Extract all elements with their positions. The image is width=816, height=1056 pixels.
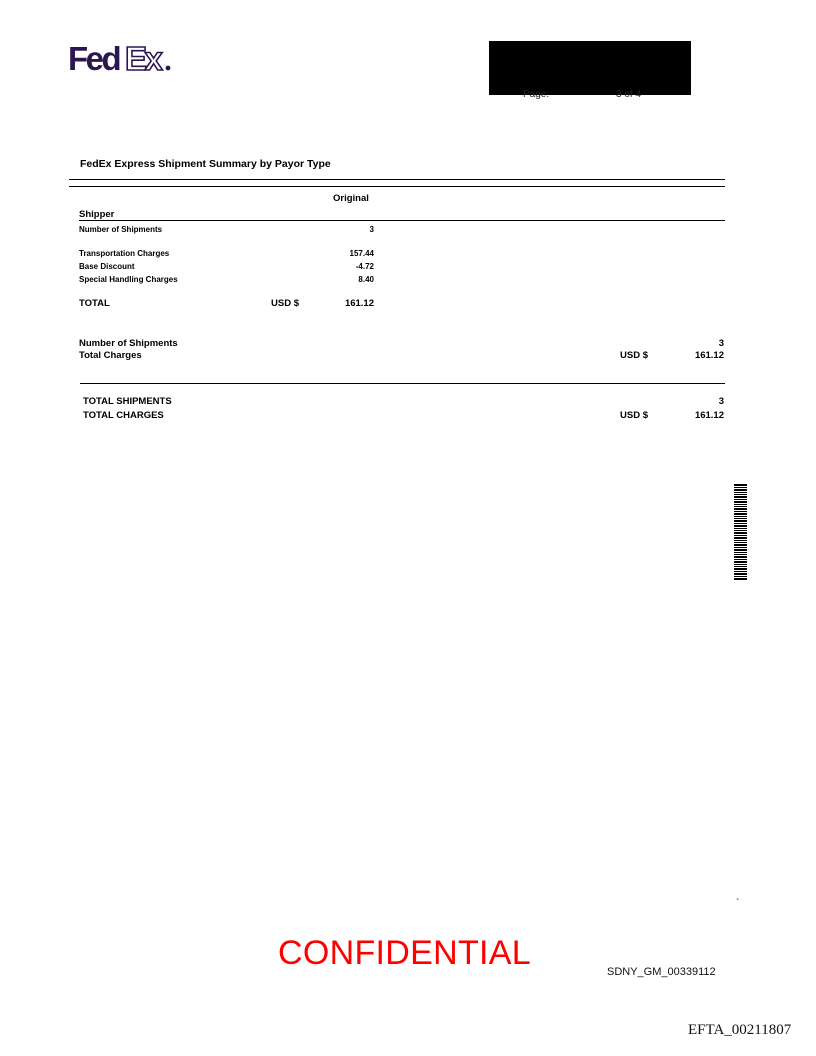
section-rule: [79, 220, 725, 221]
line-value: 3: [369, 225, 374, 234]
header-rule-bottom: [69, 186, 725, 187]
svg-text:Fed: Fed: [68, 42, 120, 76]
total-currency: USD $: [271, 298, 299, 309]
summary-shipments-value: 3: [718, 338, 724, 349]
page-number: 3 of 4: [616, 89, 642, 100]
grand-total-rule: [80, 383, 725, 384]
redaction-block: [489, 41, 691, 95]
barcode-icon: [734, 484, 747, 580]
grand-total-shipments-label: TOTAL SHIPMENTS: [83, 396, 172, 407]
document-id: SDNY_GM_00339112: [607, 966, 716, 978]
line-value: -4.72: [355, 262, 374, 271]
confidential-stamp: CONFIDENTIAL: [278, 934, 531, 972]
summary-charges-label: Total Charges: [79, 350, 142, 361]
page-label: Page:: [523, 89, 550, 100]
efta-number: EFTA_00211807: [688, 1022, 792, 1038]
column-header-original: Original: [333, 193, 369, 204]
grand-total-shipments-value: 3: [718, 396, 724, 407]
line-label: Base Discount: [79, 262, 135, 271]
line-value: 157.44: [349, 249, 374, 258]
total-label: TOTAL: [79, 298, 110, 309]
line-label: Special Handling Charges: [79, 275, 178, 284]
line-value: 8.40: [358, 275, 374, 284]
stray-mark: `: [736, 898, 740, 909]
fedex-logo: [68, 42, 172, 76]
line-label: Number of Shipments: [79, 225, 163, 234]
section-label-shipper: Shipper: [79, 209, 115, 220]
summary-charges-value: 161.12: [694, 350, 724, 361]
line-label: Transportation Charges: [79, 249, 170, 258]
header-rule-top: [69, 179, 725, 180]
grand-total-charges-value: 161.12: [694, 410, 724, 421]
grand-total-charges-label: TOTAL CHARGES: [83, 410, 164, 421]
summary-shipments-label: Number of Shipments: [79, 338, 178, 349]
svg-text:Ex: Ex: [125, 42, 161, 76]
report-title: FedEx Express Shipment Summary by Payor Type: [80, 158, 331, 170]
grand-total-charges-currency: USD $: [620, 410, 648, 421]
summary-charges-currency: USD $: [620, 350, 648, 361]
total-value: 161.12: [344, 298, 374, 309]
